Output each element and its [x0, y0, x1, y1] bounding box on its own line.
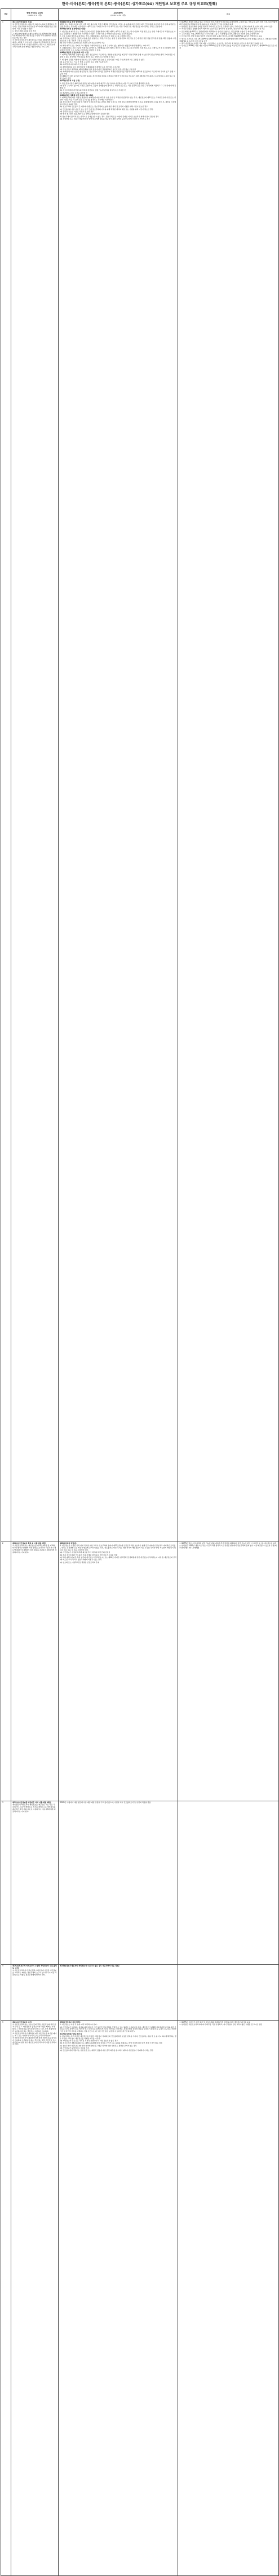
cell-paragraph: 제44조(이전을 위한 일반원칙): [60, 21, 83, 23]
cell-paragraph: (e) 암호화 또는 가명처리 등 적절한 안전조치의 존재: [60, 1561, 99, 1564]
row-number: 5: [1, 2021, 11, 2576]
cell-paragraph: ㅇ 현행법은 정보주체의 동의를 원칙적 국외이전 요건으로 규정하고 있어, 국외이전 요건의 다양화 필요성에 대한 논의가 있음: [179, 25, 273, 28]
cell-paragraph: 1. 관할 감독기관은 제63조의 일관성 메커니즘에 따라 의무적 기업 규칙을 승인하며, 다음 각 호의 조건을 충족해야 한다.: [60, 82, 150, 85]
cell-paragraph: (a) 개인정보가 수집된 목적과 의도된 추가 처리의 목적 간의 연관성: [60, 1551, 110, 1554]
cell-paragraph: 2. 제15조제1항제2호·제3호·제5호 및 제39조의3제2항제2호·제3호에 따라 개인정보를 수집한 목적 범위에서 개인정보를 제공하는 경우: [12, 32, 57, 39]
cell-paragraph: 1. 개인정보의 제3국 또는 국제기구로의 이전은 집행위원회가 해당 제3국, 제3국 내 영토 또는 하나 이상의 특정 부문, 또는 관련 국제기구가 적정한 보호 수준을 보장한다고 결정한 경우 이루어질 수 있다. 그러한 이전은 어떠한 특정 승인을 요하지 않는다.: [60, 30, 176, 35]
row-number: 1: [1, 21, 11, 1542]
cell-paragraph: (f) 제42조에 따른 승인된 인증 메커니즘과, 정보주체의 권리를 포함하여 적절한 안전조치를 적용하기 위한 제3국의 컨트롤러나 프로세서의 구속력 있고 집행 가능한 약정: [60, 75, 175, 80]
cell-paragraph: ㅇ 표준계약조항(SCC)은 집행위원회가 채택하거나 승인한 조항으로, 컨트롤러와 수령자 간 계약에 포함하여 사용: [179, 30, 264, 33]
current-law-cell: [11, 1542, 59, 1801]
cell-paragraph: 제18조(개인정보의 목적 외 이용·제공 제한): [12, 1542, 46, 1544]
cell-paragraph: (a) 법치주의, 인권 및 기본적 자유의 존중, 공공안보, 국방, 국가안보, 형법 및 공공기관의 개인정보 접근에 관한 일반 법률 및 부문별 법률, 해당 법률의 시행, 정보보호 규정, 직업적 규정 및 보안조치: [60, 37, 176, 42]
notes-cell: [178, 1965, 279, 2021]
cell-paragraph: (b) 하나 이상의 독립적인 감독기관의 존재 및 효과적인 기능: [60, 42, 105, 45]
cell-paragraph: (e) 개인정보가 처리되는 목적을 위해 필요한 기간 동안만 정보주체를 식별할 수 있는 형태로 보유되어야 한다. 개인정보가 제89조(1)에 따라 공익을 위한 기록보존 목적, 과학적 또는 역사적 연구 목적 또는 통계 목적으로만 처리되는 경우에는, 정보주체의 권리와 자유를 보호하기 위하여 동 규정이 요구하는 적절한 기술 및 관리적 조치를 이행하는 것을 조건으로 더 오랜 기간 동안 보관될 수 있다('보관기간의 제한').: [60, 2026, 176, 2033]
cell-paragraph: (e) 제40조에 따른 승인된 행동강령과, 정보주체의 권리를 포함하여 적절한 안전조치를 적용하기 위한 제3국의 컨트롤러나 프로세서의 구속력 있고 집행 가능한 약정: [60, 70, 176, 75]
header-current-law: 현행 개인정보 보호법 (2020. 8. 5. 시행): [11, 9, 59, 21]
cell-paragraph: 1. 개인정보는 다음 각 호에 따라 처리되어야 한다.: [60, 2023, 98, 2026]
cell-paragraph: (a) 개인정보가 수집 또는 처리된 목적과 관련하여 더 이상 필요하지 않은 경우: [60, 2039, 118, 2042]
cell-paragraph: (e) 법적 청구권의 입증, 행사 또는 방어를 위해 이전이 필요한 경우: [60, 113, 110, 116]
cell-paragraph: 1. 제45조(3)에 따른 적정성 결정이나 제46조에 따른 의무적 기업 규칙 등 적절한 안전조치가 없는 경우, 개인정보의 제3국 또는 국제기구로의 이전 또는 일련의 이전은 다음 각 호의 조건 중 하나를 충족하는 경우에만 이루어진다.: [60, 96, 176, 101]
cell-paragraph: ㅇ 싱가포르 PDPA는 이전 대상 기관이 PDPA와 동등한 수준의 보호를 제공하도록 보장할 의무를 부과하고, 계약·BCR·인증 등을 인정: [179, 45, 277, 49]
cell-paragraph: ㅇ 현행법은 개인정보처리자의 파기 의무를 직접 규정하고, 파기 방법에 관한 세부사항은 시행령 및 고시로 정함: [179, 2023, 262, 2026]
cell-paragraph: (c) 제93조(2)의 심사 절차에 따라 집행위원회가 채택한 표준 개인정보 보호조항: [60, 65, 120, 68]
cell-paragraph: ③ 개인정보처리자가 개인정보를 국외의 제3자에게 제공할 때에는 제2항 각 호에 따른 사항을 정보주체에게 알리고 동의를 받아야 하며, 이 법을 위반하는 내용으로 개인정보의 국외 이전에 관한 계약을 체결하여서는 아니 된다.: [12, 39, 56, 48]
table-row: [1, 21, 279, 1542]
cell-paragraph: 제46조(적절한 안전조치에 따른 이전): [60, 51, 89, 54]
header-no: 연번: [1, 9, 11, 21]
cell-paragraph: 제6조(처리의 적법성): [60, 1542, 77, 1544]
cell-paragraph: ① 개인정보처리자는 보유기간의 경과, 개인정보의 처리 목적 달성 등 그 개인정보가 불필요하게 되었을 때에는 지체 없이 그 개인정보를 파기하여야 한다. 다만, 다른 법령에 따라 보존하여야 하는 경우에는 그러하지 아니하다.: [12, 2023, 56, 2032]
cell-paragraph: 2. 보호 수준의 적정성을 평가하는 경우, 집행위원회는 특히 다음 각 호의 요소를 고려해야 한다.: [60, 34, 131, 37]
table-row: [1, 2021, 279, 2576]
cell-paragraph: ③ 개인정보처리자가 제1항 단서에 따라 개인정보를 파기하지 아니하고 보존하여야 하는 경우에는 해당 개인정보 또는 개인정보파일을 다른 개인정보와 분리하여서 저장·관리하여야 한다.: [12, 2037, 57, 2046]
cell-paragraph: (b) 정보주체가 제6조(1)(a) 또는 제9조(2)(a)에 따라 처리의 근거가 되는 동의를 철회하고, 해당 처리에 대한 다른 법적 근거가 없는 경우: [60, 2042, 163, 2045]
cell-paragraph: 제3국 또는 국제기구로의 이전 이후 처리 중이거나 처리가 예정된 개인정보의 이전은, 동 규정의 다른 조항에 따라 컨트롤러와 프로세서가 본 장에 규정된 조건을 준수하는 경우에만 이루어진다. 제3국 또는 국제기구에서 다른 제3국 또는 다른 국제기구로 개인정보를 재이전하는 경우도 포함한다.: [60, 23, 176, 28]
cell-paragraph: (c) 해당 제3국 또는 국제기구가 체결한 국제적 약정 또는 법적 구속력이 있는 협약이나 법률문서에서 발생하는 기타 의무: [60, 44, 150, 47]
notes-cell: [178, 1801, 279, 1965]
cell-paragraph: (b) 정보주체에게 개인정보의 처리와 관련하여 집행 가능한 권리를 명시적으로 부여할 것: [60, 89, 126, 92]
cell-paragraph: 개인정보처리자로부터 개인정보를 제공받은 자는 다음 각 호의 어느 하나에 해당하는 경우를 제외하고는 개인정보를 제공받은 목적 외의 용도로 이용하거나 이를 제3자에게 제공하여서는 아니 된다.: [12, 1804, 56, 1813]
cell-paragraph: 2. 제1항에 규정된 적절한 안전조치는 감독기관의 특정 승인을 요하지 않고 다음 각 호의 방식으로 규정될 수 있다.: [60, 58, 145, 61]
cell-paragraph: (a) 공공기관 또는 기구 간 법적 구속력이 있고 집행 가능한 문서: [60, 60, 108, 63]
notes-cell: [178, 2021, 279, 2576]
cell-paragraph: 제47조(의무적 기업 규칙): [60, 79, 80, 82]
cell-paragraph: 3. 집행위원회는 보호 수준의 적정성을 평가한 후, 이행법률을 통해 제3국, 제3국 내 영토 또는 하나 이상의 특정 부문, 또는 국제기구가 본 조 제2항의 의미 내에서 적정한 보호 수준을 보장한다고 결정할 수 있다.: [60, 47, 175, 51]
cell-paragraph: (b) 정보주체와 컨트롤러 간 계약의 이행 또는 정보주체의 요청에 따른 계약 전 조치의 이행을 위해 이전이 필요한 경우: [60, 105, 148, 108]
cell-paragraph: (d) 감독기관이 채택하고 제93조(2)의 심사 절차에 따라 집행위원회가 승인한 표준 개인정보 보호조항: [60, 68, 136, 70]
header-notes: 비고: [178, 9, 279, 21]
row-number: 2: [1, 1542, 11, 1801]
cell-paragraph: ㅇ 구속력 있는 기업규칙(BCR)은 다국적 기업 그룹 내 이전에 활용되며, 관할 감독기관의 승인을 받아야 함: [179, 33, 259, 35]
table-row: [1, 1965, 279, 2021]
cell-paragraph: ㅇ 미국의 경우 연방 차원의 일반적 국외이전 제한 규정은 없으며, 분야별 법률(HIPAA 등)에서 개별적으로 규율: [179, 35, 262, 38]
cell-paragraph: 4. 개인정보가 수집된 목적 외의 목적을 위한 처리가 정보주체의 동의나 제23조(1)에 규정된 목적을 보호하기 위해 민주사회에서 필요하고 비례적인 조치를 구성하는 유럽연합 또는 회원국 법률에 근거하지 않는 경우, 컨트롤러는 다른 목적을 위한 처리가 개인정보가 처음 수집된 목적과 양립 가능한지 확인하기 위하여 특히 다음 각 호를 고려해야 한다.: [60, 1544, 176, 1551]
header-gdpr: 유럽 GDPR (2018. 5. 25. 시행): [59, 9, 178, 21]
current-law-cell: [11, 1965, 59, 2021]
cell-paragraph: 제19조(개인정보를 제공받은 자의 이용·제공 제한): [12, 1801, 51, 1804]
cell-paragraph: ㅇ GDPR은 당초 수집 목적과 양립 가능한 범위 내에서 추가 처리를 허용하며, 양립 가능성 판단 시 고려할 요소를 예시적으로 규정: [179, 1542, 277, 1544]
cell-paragraph: (g) 유럽연합 또는 회원국 법률에 따라 일반 대중에게 정보를 제공하기 위한 목적의 등록부로부터 이전이 이루어지는 경우: [60, 118, 150, 121]
cell-paragraph: 제49조(특정 상황에 대한 적용의 일부 제외): [60, 94, 94, 96]
cell-paragraph: GDPR은 수령자에 대한 별도의 이용·제공 제한 규정을 두고 있지 않으며, 수령자 역시 컨트롤러로서 동 규정의 적용을 받음: [60, 1801, 151, 1804]
current-law-cell: [11, 21, 59, 1542]
page-title: 한국·미국(본토)·영국(영국 본토)·중국(본토)·싱가포르(SG) 개인정보 보호법 주요 규정 비교표(발췌): [61, 2, 218, 6]
cell-paragraph: ① 개인정보처리자는 다음 각 호의 어느 하나에 해당되는 경우에는 정보주체의 개인정보를 제3자에게 제공(공유를 포함한다. 이하 같다)할 수 있다.: [12, 23, 57, 30]
gdpr-cell: [59, 2021, 178, 2576]
cell-paragraph: ① 개인정보처리자는 개인정보를 제15조제1항 및 제39조의3제1항 및 제2항에 따른 범위를 초과하여 이용하거나 제17조제1항 및 제3항에 따른 범위를 초과하여 제3자에게 제공하여서는 아니 된다.: [12, 1544, 57, 1553]
cell-paragraph: (d) 공익상 중요한 이유로 이전이 필요한 경우: [60, 110, 94, 113]
notes-cell: [178, 1542, 279, 1801]
notes-cell: [178, 21, 279, 1542]
cell-paragraph: 1. 제45조(3)에 따른 결정이 없는 경우, 컨트롤러나 프로세서는 적절한 안전조치를 제공하고 정보주체의 집행 가능한 권리 및 효과적인 법적 구제수단을 이용할 수 있는 경우에만 개인정보를 제3국 또는 국제기구로 이전할 수 있다.: [60, 54, 175, 59]
cell-paragraph: (f) 정보주체가 물리적 또는 법적으로 동의를 할 수 없는 경우, 정보주체 또는 타인의 중대한 이익을 보호하기 위해 이전이 필요한 경우: [60, 115, 159, 118]
cell-paragraph: 제14조(정보주체로부터 개인정보가 수집되지 않은 경우 제공되어야 하는 정보): [60, 1965, 119, 1967]
table-header-row: [1, 9, 279, 21]
row-number: 3: [1, 1801, 11, 1965]
cell-paragraph: 제17조(개인정보의 제공): [12, 21, 32, 23]
current-law-cell: [11, 2021, 59, 2576]
cell-paragraph: (e) 컨트롤러에게 적용되는 유럽연합 또는 회원국 법률에 따른 법적 의무를 준수하기 위하여 개인정보가 삭제되어야 하는 경우: [60, 2049, 153, 2052]
table-row: [1, 1542, 279, 1801]
row-number: 4: [1, 1965, 11, 2021]
cell-paragraph: (b) 제47조에 따른 의무적 기업 규칙: [60, 63, 87, 66]
cell-paragraph: (c) 특히 제9조에 따른 특정 범주의 개인정보가 처리되는지, 또는 제10조에 따른 범죄경력 및 범죄행위 관련 개인정보가 처리되는지 여부 등 개인정보의 성격: [60, 1556, 176, 1558]
cell-paragraph: (b) 특히 정보주체와 컨트롤러 간의 관계와 관련하여, 개인정보가 수집된 상황: [60, 1553, 118, 1556]
cell-paragraph: (d) 의도된 추가 처리가 정보주체에게 미칠 수 있는 결과: [60, 1558, 101, 1561]
table-row: [1, 1801, 279, 1965]
cell-paragraph: ② 개인정보처리자가 제1항에 따라 개인정보를 파기할 때에는 복구 또는 재생되지 아니하도록 조치하여야 한다.: [12, 2032, 57, 2037]
cell-paragraph: 제5조(개인정보 처리 원칙): [60, 2021, 81, 2023]
cell-paragraph: 제21조(개인정보의 파기): [12, 2021, 32, 2023]
cell-paragraph: 1. 정보주체는 본인에 관한 개인정보를 부당한 지체 없이 삭제하도록 컨트롤러에게 요청할 권리를 가지며, 컨트롤러는 다음 각 호 중 어느 하나에 해당하는 경우 부당한 지체 없이 개인정보를 삭제할 의무를 가진다.: [60, 2035, 176, 2040]
cell-paragraph: 제17조(삭제권('잊힐 권리')): [60, 2032, 82, 2035]
gdpr-cell: [59, 21, 178, 1542]
cell-paragraph: (a) 정보주체가 적정성 결정 및 적절한 안전조치가 없는 관계로 해당 이전으로 인해 정보주체에게 발생할 수 있는 위험에 대해 고지를 받은 후, 제안된 이전에 명시적으로 동의한 경우: [60, 101, 176, 106]
cell-paragraph: ① 개인정보처리자가 정보주체 이외로부터 수집한 개인정보를 처리하는 때에는 정보주체의 요구가 있으면 즉시 다음 각 호의 모든 사항을 정보주체에게 알려야 한다.: [12, 1969, 57, 1976]
cell-paragraph: ㅇ 현행법은 2020년 개정으로 당초 수집 목적과 합리적으로 관련된 범위에서 정보주체의 동의 없이 이용·제공할 수 있도록 규정(제15조제3항, 제17조제4항): [179, 1544, 277, 1549]
cell-paragraph: ㅇ GDPR은 보관기간 제한 원칙 및 정보주체의 삭제권(잊힐 권리)을 통해 개인정보 파기를 규율: [179, 2021, 250, 2023]
cell-paragraph: (c) 컨트롤러와 다른 자연인 또는 법인 간에 정보주체의 이익을 위해 체결된 계약의 체결 또는 이행을 위해 이전이 필요한 경우: [60, 108, 153, 110]
cell-paragraph: 제20조(정보주체 이외로부터 수집한 개인정보의 수집 출처 등 고지): [12, 1965, 57, 1969]
cell-paragraph: (c) 제2항에 규정된 요건을 충족할 것: [60, 91, 88, 94]
gdpr-cell: [59, 1542, 178, 1801]
cell-paragraph: ㅇ 영국은 브렉시트 이후 UK GDPR 및 Data Protection Act 2018에 따라 EU GDPR과 유사한 체계를 유지하고, 국제정보이전협정(IDTA) 등 독자적 이전 수단을 마련: [179, 37, 277, 42]
cell-paragraph: ㅇ 적정성 결정은 집행위원회가 제3국의 보호수준을 평가하여 결정하며, 결정 이후에는 별도의 승인 없이 이전 가능: [179, 28, 265, 30]
gdpr-cell: [59, 1965, 178, 2021]
comparison-table: [1, 8, 279, 2576]
cell-paragraph: 제45조(적정성 결정에 따른 이전): [60, 28, 86, 30]
cell-paragraph: (d) 개인정보가 불법적으로 처리된 경우: [60, 2047, 90, 2049]
cell-paragraph: ㅇ GDPR은 적정성 결정을 받은 국가로의 이전, 적절한 안전조치(표준계약조항, 구속력 있는 기업규칙 등)에 따른 이전, 특정 상황에 대한 예외(정보주체의 명시적 동의 등)로 국외이전 근거를 다양하게 규정: [179, 21, 277, 25]
cell-paragraph: ㅇ 중국 개인정보보호법은 국외 제공 시 안전평가, 보호인증, 표준계약 중 하나를 요건으로 하고 별도 동의를 요구: [179, 42, 263, 45]
current-law-cell: [11, 1801, 59, 1965]
cell-paragraph: (a) 법적 구속력이 있으며, 직원을 포함하여, 공동의 경제활동에 종사하는 사업체 집단 또는 기업 집단의 모든 관련 구성원에게 적용되고 그 구성원에 의해 집행될 것: [60, 85, 176, 89]
cell-paragraph: 1. 정보주체의 동의를 받은 경우: [12, 30, 37, 33]
gdpr-cell: [59, 1801, 178, 1965]
cell-paragraph: (c) 정보주체가 제21조(1)에 따라 처리에 반대하고 해당 처리에 대한 우선하는 정당한 근거가 없는 경우: [60, 2044, 137, 2047]
